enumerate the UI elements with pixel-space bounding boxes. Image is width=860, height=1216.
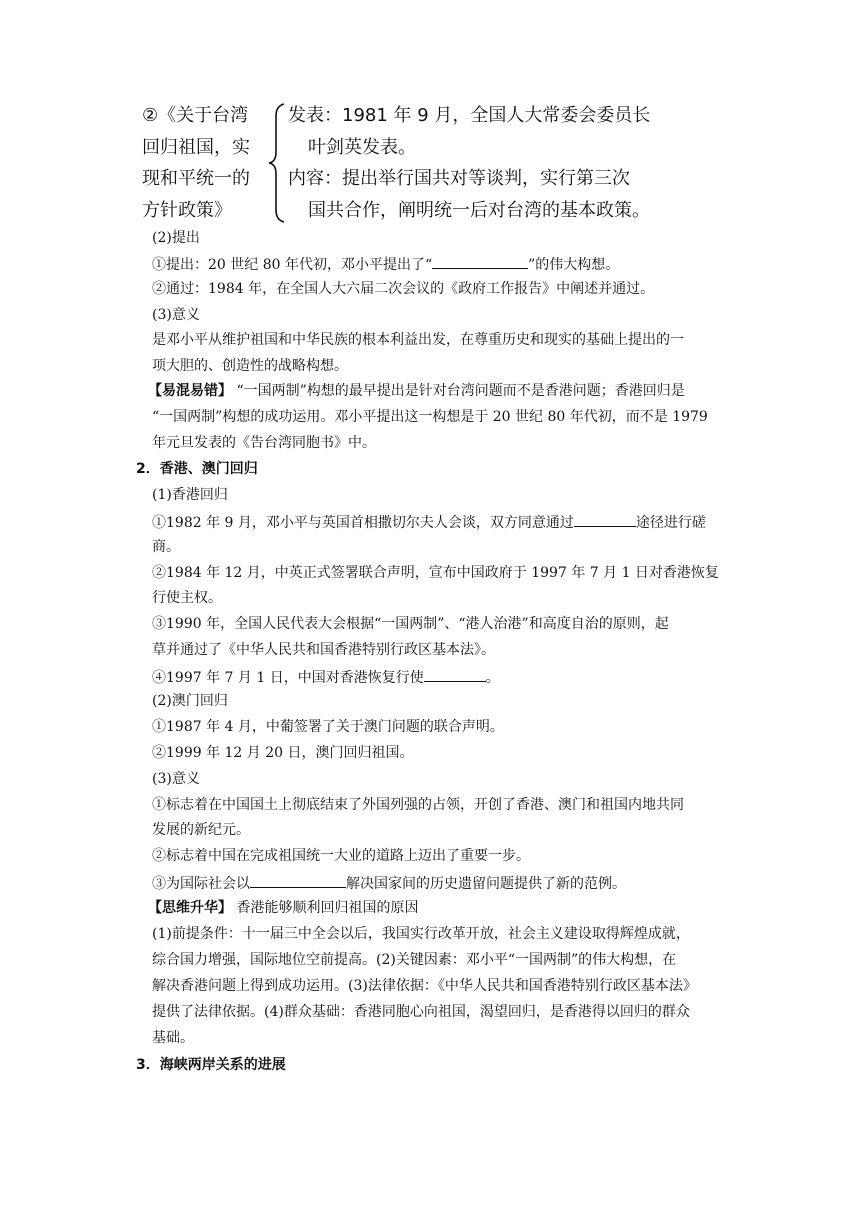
section-2-title: 2．香港、澳门回归 [136,461,258,477]
significance-text-1: 是邓小平从维护祖国和中华民族的根本利益出发，在尊重历史和现实的基础上提出的一 [152,332,684,348]
macau-heading: (2)澳门回归 [152,693,228,709]
hk-heading: (1)香港回归 [152,487,228,503]
policy-brace-block [142,100,662,226]
thinking-line-5: 基础。 [152,1030,194,1046]
thinking-line-1: (1)前提条件：十一届三中全会以后，我国实行改革开放，社会主义建设取得辉煌成就， [152,926,690,942]
confusion-tag: 【易混易错】 [148,383,232,399]
macau-item-2: ②1999 年 12 月 20 日，澳门回归祖国。 [152,745,414,761]
fill-blank [250,873,346,888]
significance-text-2: 项大胆的、创造性的战略构想。 [152,358,348,374]
fill-blank [424,667,486,682]
hk-item-4: ④1997 年 7 月 1 日，中国对香港恢复行使 。 [152,667,732,687]
curly-brace-icon [266,102,288,224]
hk-item-1-cont: 商。 [152,539,180,555]
hk-item-3-cont: 草并通过了《中华人民共和国香港特别行政区基本法》。 [152,642,495,658]
subheading-significance: (3)意义 [152,307,200,323]
thinking-heading: 【思维升华】 香港能够顺利回归祖国的原因 [148,900,419,916]
hk-item-2: ②1984 年 12 月，中英正式签署联合声明，宣布中国政府于 1997 年 7 月 1 日对香港恢复 [152,565,719,581]
fill-blank [574,512,636,527]
fill-blank [432,254,528,269]
return-significance-heading: (3)意义 [152,771,200,787]
return-significance-3: ③为国际社会以 解决国家间的历史遗留问题提供了新的范例。 [152,873,732,893]
thinking-line-3: 解决香港问题上得到成功运用。(3)法律依据：《中华人民共和国香港特别行政区基本法》 [152,978,697,994]
macau-item-1: ①1987 年 4 月，中葡签署了关于澳门问题的联合声明。 [152,719,504,735]
proposal-item-2: ②通过：1984 年，在全国人大六届二次会议的《政府工作报告》中阐述并通过。 [152,281,655,297]
proposal-item-1: ①提出：20 世纪 80 年代初，邓小平提出了“ ”的伟大构想。 [152,254,732,274]
confusion-note-3: 年元旦发表的《告台湾同胞书》中。 [152,435,376,451]
hk-item-3: ③1990 年，全国人民代表大会根据“一国两制”、“港人治港”和高度自治的原则，起 [152,616,669,632]
return-significance-1-cont: 发展的新纪元。 [152,822,250,838]
confusion-note-1: 【易混易错】 “一国两制”构想的最早提出是针对台湾问题而不是香港问题；香港回归是 [148,383,685,399]
hk-item-1: ①1982 年 9 月，邓小平与英国首相撒切尔夫人会谈，双方同意通过 途径进行磋 [152,512,732,532]
section-3-title: 3．海峡两岸关系的进展 [136,1057,286,1073]
thinking-line-4: 提供了法律依据。(4)群众基础：香港同胞心向祖国，渴望回归，是香港得以回归的群众 [152,1004,690,1020]
policy-title: ②《关于台湾 回归祖国，实 现和平统一的 方针政策》 [142,105,250,221]
return-significance-2: ②标志着中国在完成祖国统一大业的道路上迈出了重要一步。 [152,848,530,864]
hk-item-2-cont: 行使主权。 [152,590,222,606]
thinking-tag: 【思维升华】 [148,900,232,916]
subheading-proposal: (2)提出 [152,230,200,246]
confusion-note-2: “一国两制”构想的成功运用。邓小平提出这一构想是于 20 世纪 80 年代初，而不是 1979 [152,409,708,425]
policy-details: 发表：1981 年 9 月，全国人大常委会委员长 叶剑英发表。 内容：提出举行国共对等谈判，实行第三次 国共合作，阐明统一后对台湾的基本政策。 [288,105,651,221]
return-significance-1: ①标志着在中国国土上彻底结束了外国列强的占领，开创了香港、澳门和祖国内地共同 [152,797,684,813]
thinking-line-2: 综合国力增强，国际地位空前提高。(2)关键因素：邓小平“一国两制”的伟大构想，在 [152,952,677,968]
